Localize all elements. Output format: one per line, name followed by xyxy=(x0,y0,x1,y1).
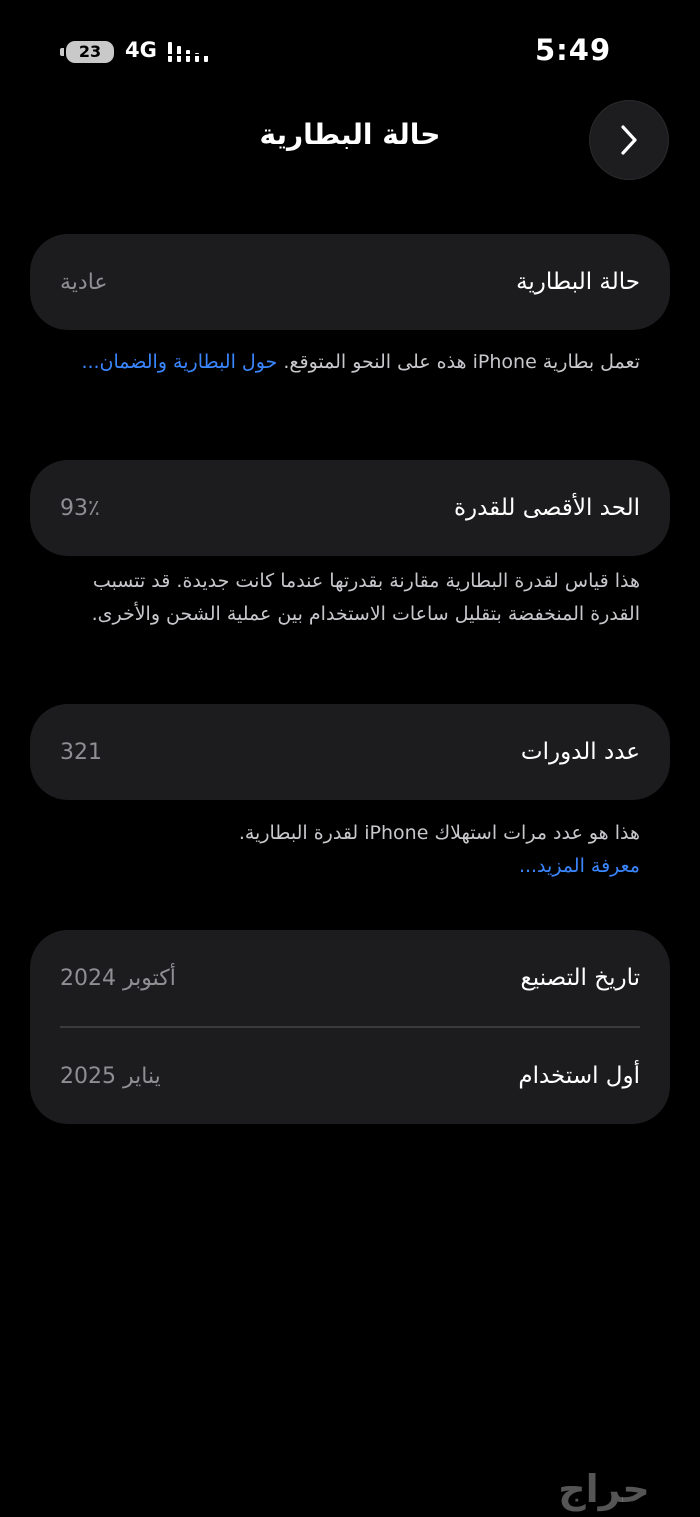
clock: 5:49 xyxy=(535,33,612,67)
max-capacity-note-text: هذا قياس لقدرة البطارية مقارنة بقدرتها عندما كانت جديدة. قد تتسبب القدرة المنخفضة بتقليل ساعات الاستخدام بين عملية الشحن والأخرى. xyxy=(91,570,640,625)
cycle-count-note xyxy=(60,817,640,883)
manufacture-date-value: أكتوبر 2024 xyxy=(60,965,176,991)
manufacture-date-row xyxy=(30,930,670,1026)
battery-warranty-link[interactable]: حول البطارية والضمان... xyxy=(81,351,278,373)
page-title: حالة البطارية xyxy=(259,118,441,151)
first-use-row xyxy=(30,1028,670,1124)
signal-strength-icon xyxy=(168,40,208,64)
cycle-count-value: 321 xyxy=(60,739,102,765)
dates-card xyxy=(30,930,670,1124)
cycle-count-card xyxy=(30,704,670,800)
first-use-label: أول استخدام xyxy=(518,1063,640,1089)
network-type: 4G xyxy=(125,38,157,62)
battery-level: 23 xyxy=(78,42,102,61)
battery-health-note xyxy=(60,346,640,379)
max-capacity-label: الحد الأقصى للقدرة xyxy=(453,495,640,521)
first-use-value: يناير 2025 xyxy=(60,1063,161,1089)
learn-more-link[interactable]: معرفة المزيد... xyxy=(518,855,640,877)
haraj-watermark-logo xyxy=(512,1468,696,1512)
cycle-count-label: عدد الدورات xyxy=(520,739,640,765)
battery-health-row xyxy=(30,234,670,330)
max-capacity-value: 93٪ xyxy=(60,495,100,521)
max-capacity-row xyxy=(30,460,670,556)
battery-health-label: حالة البطارية xyxy=(516,269,640,295)
max-capacity-card xyxy=(30,460,670,556)
status-bar xyxy=(0,0,700,100)
back-button[interactable] xyxy=(589,100,669,180)
battery-health-note-text: تعمل بطارية iPhone هذه على النحو المتوقع. xyxy=(283,351,640,373)
battery-icon xyxy=(66,41,114,63)
manufacture-date-label: تاريخ التصنيع xyxy=(520,965,640,991)
battery-health-card xyxy=(30,234,670,330)
max-capacity-note xyxy=(60,565,640,631)
svg-text:حراج: حراج xyxy=(558,1468,650,1511)
chevron-right-icon xyxy=(617,123,641,157)
cycle-count-note-text: هذا هو عدد مرات استهلاك iPhone لقدرة البطارية. xyxy=(238,822,640,844)
cycle-count-row xyxy=(30,704,670,800)
battery-health-value: عادية xyxy=(60,269,108,295)
